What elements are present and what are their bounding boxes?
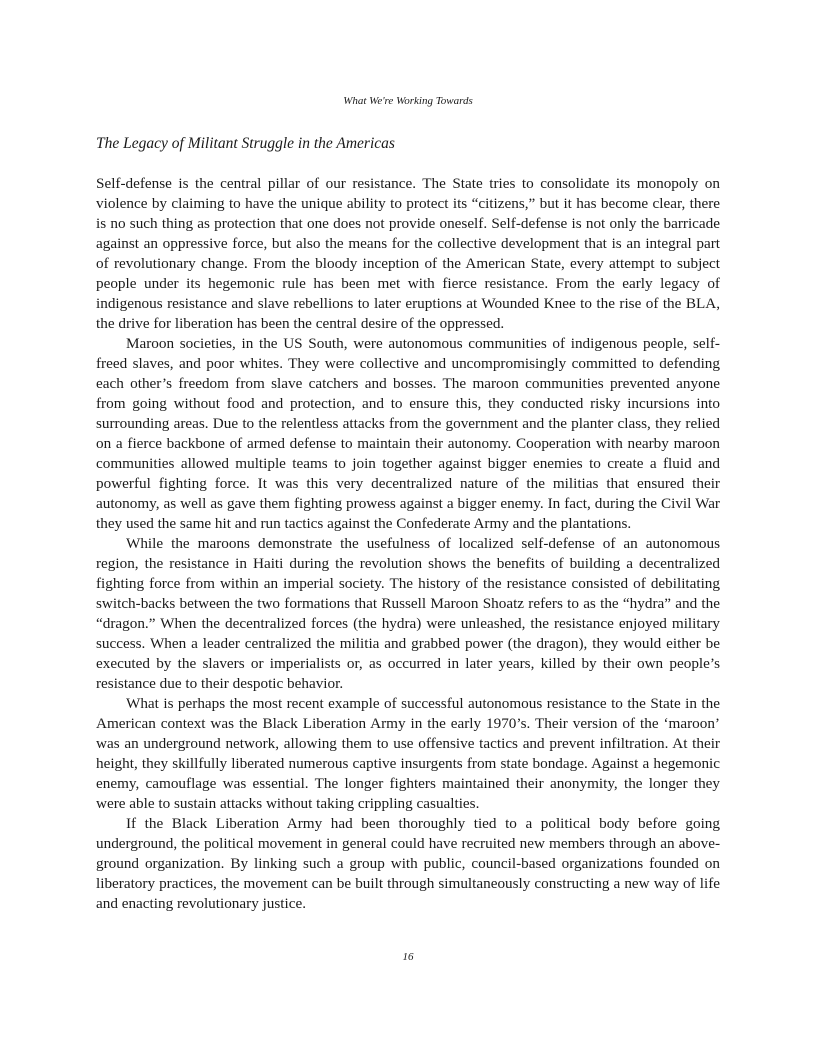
section-title: The Legacy of Militant Struggle in the Americas [96,135,395,152]
paragraph: What is perhaps the most recent example of successful autonomous resistance to the State in the American context was the Black Liberation Army in the early 1970’s. Their version of the ‘maroon’ was an underground network, allowing them to use offensive tactics and prevent infiltration. At their height, they skillfully liberated numerous captive insurgents from state bondage. Against a hegemonic enemy, camouflage was essential. The longer fighters maintained their anonymity, the longer they were able to sustain attacks without taking crippling casualties. [96,695,720,812]
paragraph: While the maroons demonstrate the usefulness of localized self-defense of an autonomous region, the resistance in Haiti during the revolution shows the benefits of building a decentralized fighting force from within an imperial society. The history of the resistance consisted of debilitating switch-backs between the two formations that Russell Maroon Shoatz refers to as the “hydra” and the “dragon.” When the decentralized forces (the hydra) were unleashed, the resistance enjoyed military success. When a leader centralized the militia and grabbed power (the dragon), they would either be executed by the slavers or imperialists or, as occurred in later years, killed by their own people’s resistance due to their despotic behavior. [96,535,720,692]
running-header: What We're Working Towards [343,95,473,107]
paragraph: If the Black Liberation Army had been thoroughly tied to a political body before going underground, the political movement in general could have recruited new members through an above-ground organization. By linking such a group with public, council-based organizations founded on liberatory practices, the movement can be built through simultaneously constructing a new way of life and enacting revolutionary justice. [96,815,720,912]
body-text [96,174,720,914]
page-number: 16 [402,951,414,963]
paragraph: Maroon societies, in the US South, were autonomous communities of indigenous people, self-freed slaves, and poor whites. They were collective and uncompromisingly committed to defending each other’s freedom from slave catchers and bosses. The maroon communities prevented anyone from going without food and protection, and to ensure this, they conducted risky incursions into surrounding areas. Due to the relentless attacks from the government and the planter class, they relied on a fierce backbone of armed defense to maintain their autonomy. Cooperation with nearby maroon communities allowed multiple teams to join together against bigger enemies to create a fluid and powerful fighting force. It was this very decentralized nature of the militias that ensured their autonomy, as well as gave them fighting prowess against a bigger enemy. In fact, during the Civil War they used the same hit and run tactics against the Confederate Army and the plantations. [96,335,720,532]
paragraph: Self-defense is the central pillar of our resistance. The State tries to consolidate its monopoly on violence by claiming to have the unique ability to protect its “citizens,” but it has become clear, there is no such thing as protection that one does not provide oneself. Self-defense is not only the barricade against an oppressive force, but also the means for the collective development that is an integral part of revolutionary change. From the bloody inception of the American State, every attempt to subject people under its hegemonic rule has been met with fierce resistance. From the early legacy of indigenous resistance and slave rebellions to later eruptions at Wounded Knee to the rise of the BLA, the drive for liberation has been the central desire of the oppressed. [96,175,720,332]
